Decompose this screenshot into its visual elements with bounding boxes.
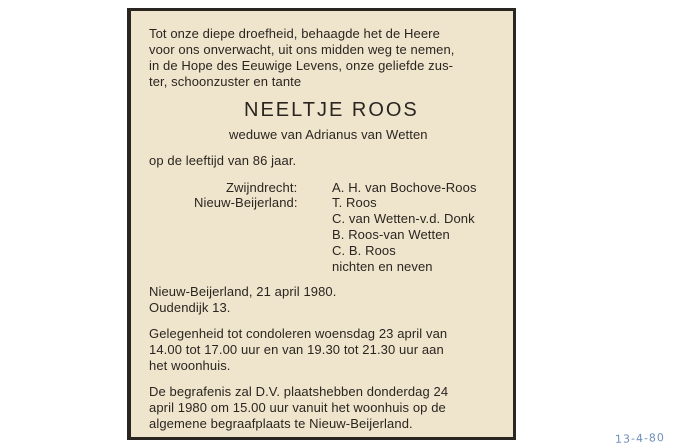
- family-person-4: B. Roos-van Wetten: [332, 227, 450, 242]
- funeral-line-3: algemene begraafplaats te Nieuw-Beijerland.: [149, 416, 413, 431]
- deceased-name: NEELTJE ROOS: [244, 99, 419, 121]
- age-line: op de leeftijd van 86 jaar.: [149, 153, 297, 168]
- condolence-line-2: 14.00 tot 17.00 uur en van 19.30 tot 21.30 uur aan: [149, 342, 444, 357]
- handwritten-date-note: 13-4-80: [614, 431, 666, 446]
- funeral-line-2: april 1980 om 15.00 uur vanuit het woonhuis op de: [149, 400, 446, 415]
- family-place-zwijndrecht: Zwijndrecht:: [226, 180, 298, 195]
- place-date: Nieuw-Beijerland, 21 april 1980.: [149, 284, 337, 299]
- intro-line-1: Tot onze diepe droefheid, behaagde het de Heere: [149, 26, 440, 41]
- intro-line-3: in de Hope des Eeuwige Levens, onze geliefde zus-: [149, 58, 454, 73]
- left-border: [127, 8, 131, 440]
- right-border: [513, 8, 516, 440]
- condolence-line-1: Gelegenheid tot condoleren woensdag 23 april van: [149, 326, 448, 341]
- bottom-border: [127, 437, 516, 440]
- funeral-line-1: De begrafenis zal D.V. plaatshebben donderdag 24: [149, 384, 449, 399]
- intro-line-2: voor ons onverwacht, uit ons midden weg te nemen,: [149, 42, 455, 57]
- condolence-line-3: het woonhuis.: [149, 358, 231, 373]
- death-notice-clipping: [127, 8, 516, 440]
- family-place-nieuw-beijerland: Nieuw-Beijerland:: [194, 195, 298, 210]
- address: Oudendijk 13.: [149, 300, 231, 315]
- family-person-1: A. H. van Bochove-Roos: [332, 180, 477, 195]
- family-person-5: C. B. Roos: [332, 243, 396, 258]
- family-person-2: T. Roos: [332, 195, 377, 210]
- intro-line-4: ter, schoonzuster en tante: [149, 74, 302, 89]
- family-person-3: C. van Wetten-v.d. Donk: [332, 211, 475, 226]
- widow-of-line: weduwe van Adrianus van Wetten: [229, 127, 428, 142]
- top-border: [127, 8, 516, 11]
- family-relatives: nichten en neven: [332, 259, 433, 274]
